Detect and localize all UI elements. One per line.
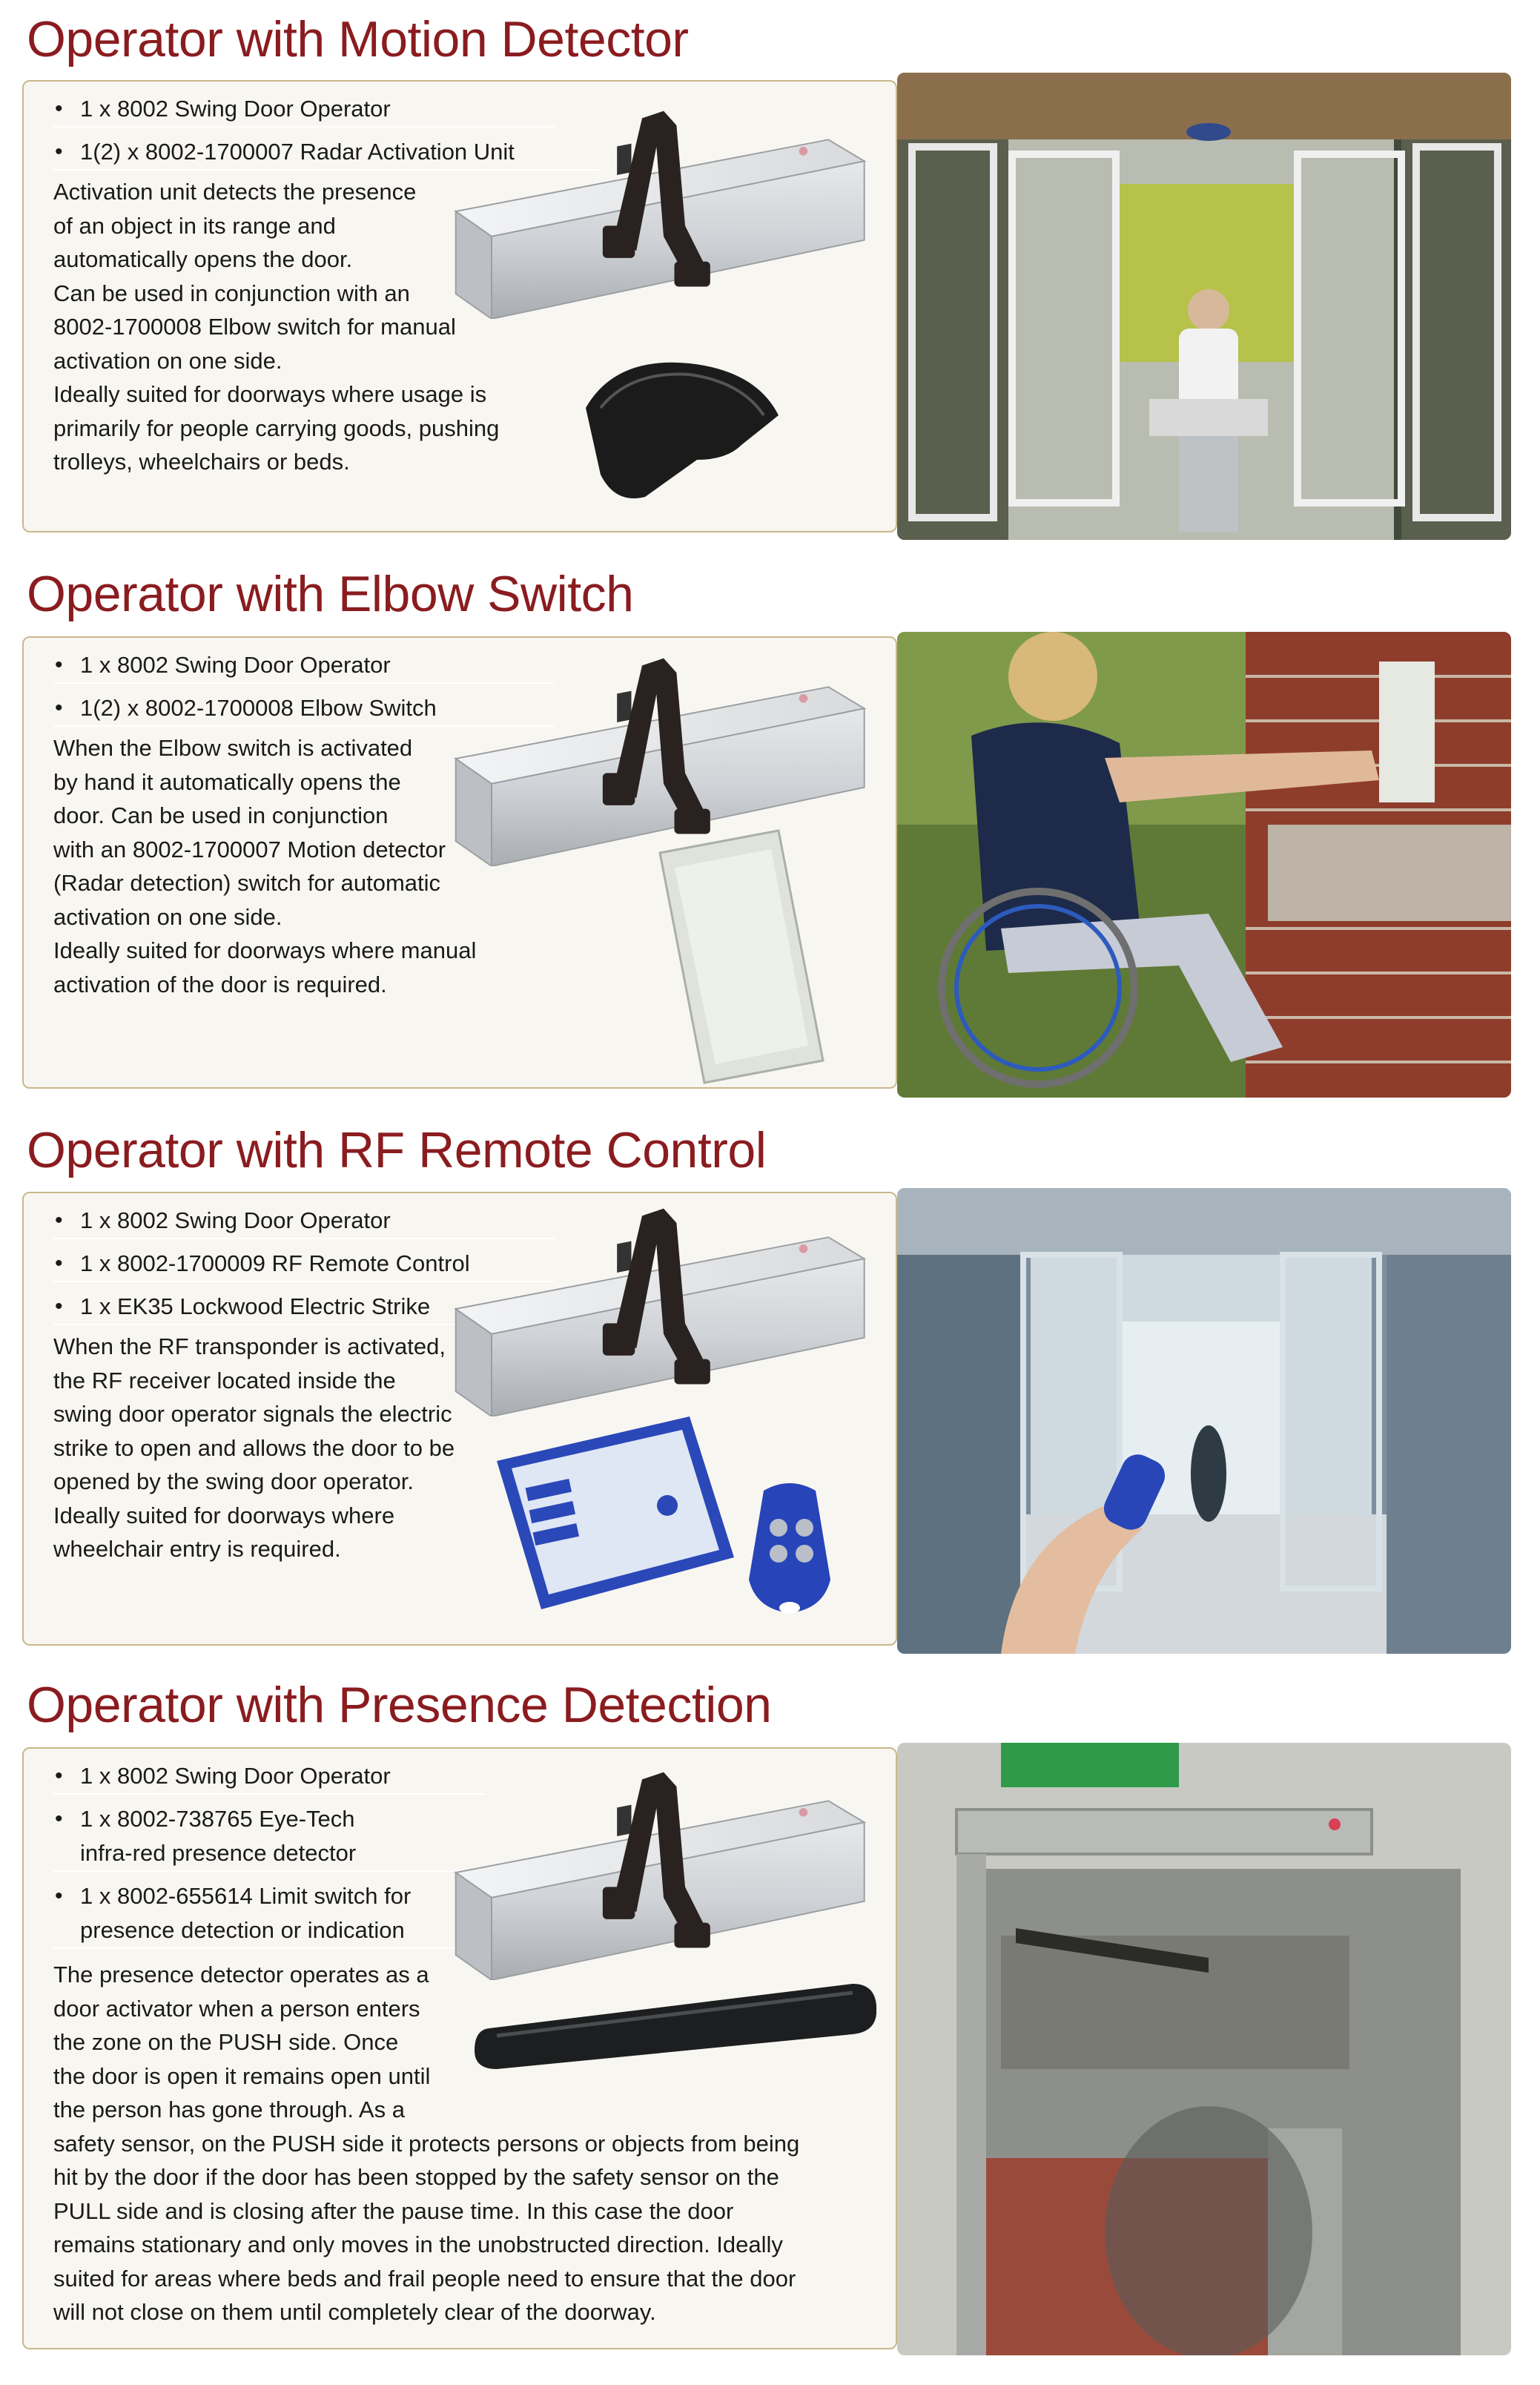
photo-elbow-switch [897,632,1511,1098]
description-line: the door is open it remains open until [53,2062,431,2089]
description-line: (Radar detection) switch for automatic [53,870,441,896]
section-title: Operator with Elbow Switch [27,566,634,622]
list-item: • 1 x 8002 Swing Door Operator [53,1204,555,1239]
list-item: • 1 x EK35 Lockwood Electric Strike [53,1290,555,1325]
description-line: primarily for people carrying goods, pushing [53,415,500,441]
description-line: activation of the door is required. [53,971,387,997]
description-line: hit by the door if the door has been stopped by the safety sensor on the [53,2164,779,2190]
description-line: the zone on the PUSH side. Once [53,2029,399,2055]
list-item: • 1 x 8002-655614 Limit switch for presence detection or indication [53,1879,485,1949]
key-fob-icon [734,1476,845,1624]
description-line: strike to open and allows the door to be [53,1434,455,1461]
door-operator-icon [449,1201,879,1416]
description-line: 8002-1700008 Elbow switch for manual [53,314,456,340]
photo-motion-detector [897,73,1511,540]
description-line: swing door operator signals the electric [53,1401,452,1427]
description-line: will not close on them until completely clear of the doorway. [53,2299,656,2325]
elbow-switch-icon [645,823,838,1090]
list-item: • 1(2) x 8002-1700008 Elbow Switch [53,691,555,727]
list-item: • 1 x 8002 Swing Door Operator [53,648,555,684]
description-line: opened by the swing door operator. [53,1468,414,1494]
section-title: Operator with Presence Detection [27,1677,772,1733]
description-line: remains stationary and only moves in the unobstructed direction. Ideally [53,2231,783,2257]
description-line: of an object in its range and [53,212,336,239]
description-line: door activator when a person enters [53,1995,420,2022]
description-line: Can be used in conjunction with an [53,280,410,306]
description-line: automatically opens the door. [53,246,353,272]
description-line: When the Elbow switch is activated [53,735,413,761]
description-line: PULL side and is closing after the pause time. In this case the door [53,2197,734,2224]
list-item: • 1 x 8002-738765 Eye-Tech infra-red presence detector [53,1802,485,1872]
door-operator-icon [449,1765,879,1980]
description-line: the RF receiver located inside the [53,1367,396,1393]
description-line: The presence detector operates as a [53,1962,429,1988]
section-title: Operator with Motion Detector [27,11,689,67]
description-line: with an 8002-1700007 Motion detector [53,836,446,862]
photo-rf-remote [897,1188,1511,1654]
door-operator-icon [449,104,879,319]
description-line: door. Can be used in conjunction [53,802,389,828]
description-line: activation on one side. [53,347,282,374]
description-line: by hand it automatically opens the [53,768,401,795]
description-line: activation on one side. [53,903,282,930]
description-line: wheelchair entry is required. [53,1536,341,1562]
radar-sensor-icon [571,349,793,512]
presence-detector-icon [467,1976,882,2073]
photo-presence-detection [897,1743,1511,2355]
description-line: safety sensor, on the PUSH side it protects persons or objects from being [53,2130,800,2157]
rf-receiver-icon [482,1409,749,1617]
description-line: Ideally suited for doorways where [53,1502,395,1528]
description-line: trolleys, wheelchairs or beds. [53,449,350,475]
list-item: • 1 x 8002 Swing Door Operator [53,92,555,128]
description [53,1330,455,1566]
description-line: suited for areas where beds and frail people need to ensure that the door [53,2265,796,2292]
list-item: • 1 x 8002-1700009 RF Remote Control [53,1247,555,1282]
list-item: • 1 x 8002 Swing Door Operator [53,1759,485,1795]
description [53,175,499,479]
description-line: Activation unit detects the presence [53,179,417,205]
description-line: Ideally suited for doorways where manual [53,937,477,963]
description-line: the person has gone through. As a [53,2097,405,2122]
description [53,731,476,1001]
description-line: When the RF transponder is activated, [53,1333,446,1359]
section-title: Operator with RF Remote Control [27,1122,767,1178]
description-line: Ideally suited for doorways where usage is [53,381,487,407]
list-item: • 1(2) x 8002-1700007 Radar Activation Unit [53,135,599,171]
component-list [53,1759,485,1956]
